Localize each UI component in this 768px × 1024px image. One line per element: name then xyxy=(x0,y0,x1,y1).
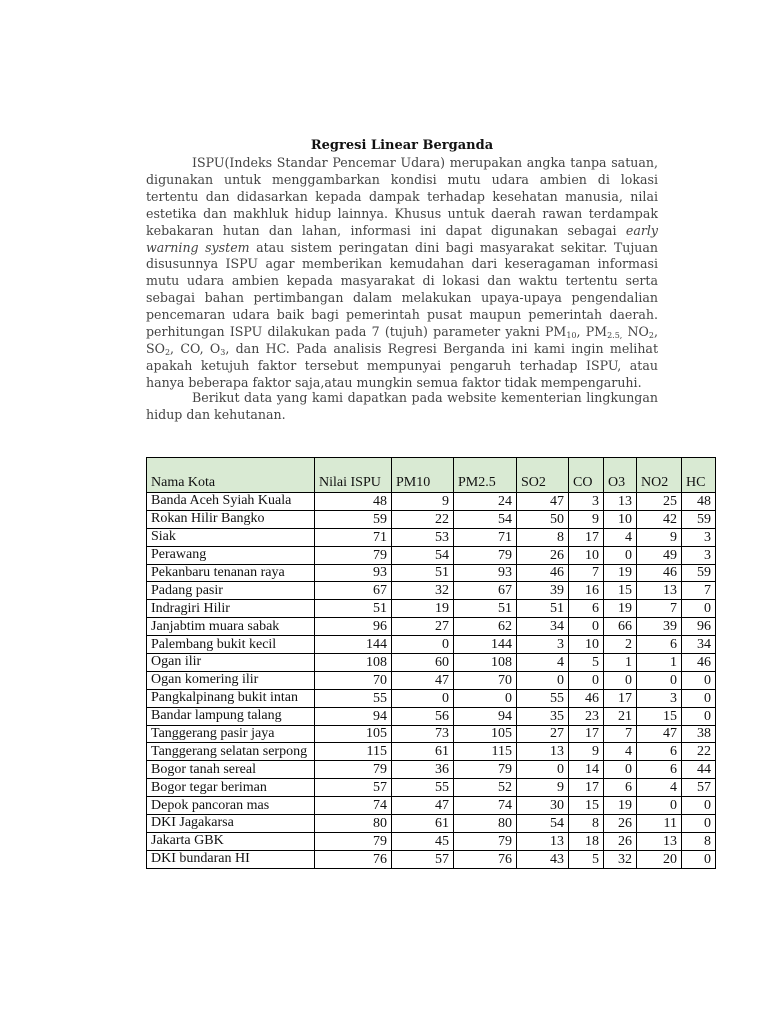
value-cell: 27 xyxy=(392,618,454,636)
table-row xyxy=(147,689,716,707)
value-cell: 10 xyxy=(569,636,604,654)
table-row xyxy=(147,743,716,761)
value-cell: 1 xyxy=(604,654,637,672)
table-row xyxy=(147,493,716,511)
value-cell: 94 xyxy=(454,707,517,725)
table-row xyxy=(147,797,716,815)
value-cell: 51 xyxy=(517,600,569,618)
value-cell: 0 xyxy=(517,671,569,689)
column-header: CO xyxy=(569,458,604,493)
value-cell: 115 xyxy=(315,743,392,761)
value-cell: 108 xyxy=(315,654,392,672)
value-cell: 46 xyxy=(569,689,604,707)
value-cell: 50 xyxy=(517,510,569,528)
city-name-cell: Banda Aceh Syiah Kuala xyxy=(147,493,315,511)
value-cell: 46 xyxy=(637,564,682,582)
value-cell: 67 xyxy=(315,582,392,600)
city-name-cell: Janjabtim muara sabak xyxy=(147,618,315,636)
value-cell: 25 xyxy=(637,493,682,511)
value-cell: 44 xyxy=(682,761,716,779)
value-cell: 14 xyxy=(569,761,604,779)
city-name-cell: Pangkalpinang bukit intan xyxy=(147,689,315,707)
ispu-data-table xyxy=(146,457,716,869)
value-cell: 43 xyxy=(517,850,569,868)
value-cell: 71 xyxy=(315,528,392,546)
city-name-cell: DKI Jagakarsa xyxy=(147,815,315,833)
value-cell: 13 xyxy=(637,832,682,850)
value-cell: 0 xyxy=(682,815,716,833)
pm10-label: PM xyxy=(544,324,567,340)
value-cell: 26 xyxy=(517,546,569,564)
value-cell: 61 xyxy=(392,815,454,833)
value-cell: 32 xyxy=(392,582,454,600)
value-cell: 35 xyxy=(517,707,569,725)
value-cell: 17 xyxy=(569,779,604,797)
value-cell: 80 xyxy=(454,815,517,833)
table-row xyxy=(147,832,716,850)
value-cell: 17 xyxy=(604,689,637,707)
value-cell: 47 xyxy=(637,725,682,743)
city-name-cell: Rokan Hilir Bangko xyxy=(147,510,315,528)
value-cell: 9 xyxy=(569,510,604,528)
value-cell: 0 xyxy=(569,671,604,689)
table-row xyxy=(147,618,716,636)
so2-subscript: 2 xyxy=(164,347,171,357)
value-cell: 3 xyxy=(637,689,682,707)
value-cell: 15 xyxy=(637,707,682,725)
city-name-cell: Palembang bukit kecil xyxy=(147,636,315,654)
value-cell: 0 xyxy=(637,797,682,815)
value-cell: 4 xyxy=(517,654,569,672)
table-row xyxy=(147,761,716,779)
value-cell: 0 xyxy=(682,689,716,707)
value-cell: 19 xyxy=(604,797,637,815)
column-header: HC xyxy=(682,458,716,493)
value-cell: 79 xyxy=(315,832,392,850)
value-cell: 39 xyxy=(517,582,569,600)
value-cell: 48 xyxy=(315,493,392,511)
value-cell: 32 xyxy=(604,850,637,868)
value-cell: 46 xyxy=(517,564,569,582)
value-cell: 34 xyxy=(517,618,569,636)
value-cell: 38 xyxy=(682,725,716,743)
city-name-cell: Tanggerang pasir jaya xyxy=(147,725,315,743)
value-cell: 46 xyxy=(682,654,716,672)
table-row xyxy=(147,725,716,743)
value-cell: 19 xyxy=(604,564,637,582)
value-cell: 9 xyxy=(569,743,604,761)
value-cell: 27 xyxy=(517,725,569,743)
value-cell: 52 xyxy=(454,779,517,797)
no2-label: NO xyxy=(622,324,649,340)
table-row xyxy=(147,707,716,725)
value-cell: 3 xyxy=(682,528,716,546)
value-cell: 39 xyxy=(637,618,682,636)
column-header: NO2 xyxy=(637,458,682,493)
table-row xyxy=(147,671,716,689)
intro-text-middle: atau sistem peringatan dini bagi masyarakat sekitar. Tujuan disusunnya ISPU agar memberikan kemudahan dari keseragaman informasi mutu udara ambien kepada masyarakat di lokasi dan waktu tertentu serta sebagai bahan pertimbangan dalam melakukan upaya-upaya pengendalian pencemaran udara baik bagi pemerintah pusat maupun pemerintah daerah. perhitungan ISPU dilakukan pada 7 (tujuh) parameter yakni xyxy=(146,239,658,340)
value-cell: 57 xyxy=(682,779,716,797)
value-cell: 1 xyxy=(637,654,682,672)
table-row xyxy=(147,850,716,868)
table-row xyxy=(147,779,716,797)
value-cell: 15 xyxy=(569,797,604,815)
value-cell: 0 xyxy=(682,707,716,725)
pm25-subscript: 2.5, xyxy=(607,331,623,341)
value-cell: 24 xyxy=(454,493,517,511)
value-cell: 80 xyxy=(315,815,392,833)
value-cell: 59 xyxy=(682,564,716,582)
value-cell: 21 xyxy=(604,707,637,725)
table-row xyxy=(147,528,716,546)
table-row xyxy=(147,582,716,600)
city-name-cell: Perawang xyxy=(147,546,315,564)
column-header: O3 xyxy=(604,458,637,493)
value-cell: 9 xyxy=(517,779,569,797)
value-cell: 30 xyxy=(517,797,569,815)
pm25-label: PM xyxy=(585,324,608,340)
value-cell: 13 xyxy=(604,493,637,511)
value-cell: 79 xyxy=(454,546,517,564)
value-cell: 15 xyxy=(604,582,637,600)
value-cell: 7 xyxy=(604,725,637,743)
intro-text-start: ISPU(Indeks Standar Pencemar Udara) merupakan angka tanpa satuan, digunakan untuk menggambarkan kondisi mutu udara ambien di lokasi tertentu dan didasarkan kepada dampak terhadap kesehatan manusia, nilai estetika dan makhluk hidup lainnya. Khusus untuk daerah rawan terdampak kebakaran hutan dan lahan, informasi ini dapat digunakan sebagai xyxy=(146,155,658,238)
city-name-cell: Indragiri Hilir xyxy=(147,600,315,618)
pm10-subscript: 10 xyxy=(566,331,577,341)
value-cell: 105 xyxy=(315,725,392,743)
value-cell: 13 xyxy=(517,832,569,850)
intro-paragraph xyxy=(146,155,658,392)
value-cell: 6 xyxy=(637,636,682,654)
value-cell: 19 xyxy=(604,600,637,618)
value-cell: 47 xyxy=(392,671,454,689)
city-name-cell: Bogor tanah sereal xyxy=(147,761,315,779)
document-title: Regresi Linear Berganda xyxy=(310,138,494,153)
value-cell: 19 xyxy=(392,600,454,618)
value-cell: 59 xyxy=(315,510,392,528)
value-cell: 10 xyxy=(604,510,637,528)
intro-italic-term: early warning system xyxy=(146,222,658,255)
value-cell: 11 xyxy=(637,815,682,833)
value-cell: 66 xyxy=(604,618,637,636)
value-cell: 3 xyxy=(517,636,569,654)
value-cell: 10 xyxy=(569,546,604,564)
separator: , xyxy=(576,324,586,340)
value-cell: 0 xyxy=(604,671,637,689)
data-source-paragraph: Berikut data yang kami dapatkan pada website kementerian lingkungan hidup dan kehutanan. xyxy=(146,390,658,422)
value-cell: 59 xyxy=(682,510,716,528)
value-cell: 5 xyxy=(569,654,604,672)
value-cell: 0 xyxy=(682,797,716,815)
value-cell: 105 xyxy=(454,725,517,743)
value-cell: 0 xyxy=(454,689,517,707)
city-name-cell: Tanggerang selatan serpong xyxy=(147,743,315,761)
value-cell: 57 xyxy=(392,850,454,868)
value-cell: 108 xyxy=(454,654,517,672)
city-name-cell: Ogan komering ilir xyxy=(147,671,315,689)
city-name-cell: DKI bundaran HI xyxy=(147,850,315,868)
value-cell: 115 xyxy=(454,743,517,761)
value-cell: 7 xyxy=(682,582,716,600)
value-cell: 71 xyxy=(454,528,517,546)
value-cell: 7 xyxy=(637,600,682,618)
value-cell: 42 xyxy=(637,510,682,528)
value-cell: 76 xyxy=(454,850,517,868)
value-cell: 13 xyxy=(637,582,682,600)
value-cell: 4 xyxy=(604,528,637,546)
value-cell: 5 xyxy=(569,850,604,868)
city-name-cell: Pekanbaru tenanan raya xyxy=(147,564,315,582)
value-cell: 16 xyxy=(569,582,604,600)
value-cell: 51 xyxy=(392,564,454,582)
value-cell: 18 xyxy=(569,832,604,850)
value-cell: 36 xyxy=(392,761,454,779)
value-cell: 6 xyxy=(569,600,604,618)
city-name-cell: Siak xyxy=(147,528,315,546)
value-cell: 51 xyxy=(315,600,392,618)
value-cell: 0 xyxy=(637,671,682,689)
value-cell: 47 xyxy=(392,797,454,815)
value-cell: 45 xyxy=(392,832,454,850)
table-row xyxy=(147,546,716,564)
value-cell: 55 xyxy=(392,779,454,797)
table-row xyxy=(147,510,716,528)
value-cell: 79 xyxy=(315,546,392,564)
value-cell: 0 xyxy=(682,671,716,689)
value-cell: 3 xyxy=(682,546,716,564)
table-row xyxy=(147,636,716,654)
value-cell: 8 xyxy=(682,832,716,850)
value-cell: 74 xyxy=(454,797,517,815)
value-cell: 67 xyxy=(454,582,517,600)
value-cell: 49 xyxy=(637,546,682,564)
column-header: PM2.5 xyxy=(454,458,517,493)
value-cell: 144 xyxy=(315,636,392,654)
value-cell: 0 xyxy=(392,636,454,654)
value-cell: 34 xyxy=(682,636,716,654)
column-header: Nama Kota xyxy=(147,458,315,493)
value-cell: 47 xyxy=(517,493,569,511)
value-cell: 4 xyxy=(604,743,637,761)
column-header: PM10 xyxy=(392,458,454,493)
table-row xyxy=(147,564,716,582)
o3-subscript: 3 xyxy=(220,347,226,357)
table-body xyxy=(147,493,716,869)
value-cell: 0 xyxy=(392,689,454,707)
value-cell: 26 xyxy=(604,815,637,833)
table-row xyxy=(147,600,716,618)
value-cell: 0 xyxy=(604,546,637,564)
value-cell: 6 xyxy=(604,779,637,797)
value-cell: 9 xyxy=(637,528,682,546)
value-cell: 8 xyxy=(569,815,604,833)
city-name-cell: Depok pancoran mas xyxy=(147,797,315,815)
city-name-cell: Ogan ilir xyxy=(147,654,315,672)
value-cell: 0 xyxy=(682,850,716,868)
value-cell: 144 xyxy=(454,636,517,654)
value-cell: 96 xyxy=(315,618,392,636)
value-cell: 93 xyxy=(315,564,392,582)
value-cell: 0 xyxy=(604,761,637,779)
value-cell: 54 xyxy=(392,546,454,564)
value-cell: 79 xyxy=(454,761,517,779)
value-cell: 79 xyxy=(454,832,517,850)
intro-text-end: , dan HC. Pada analisis Regresi Berganda ini kami ingin melihat apakah ketujuh faktor tersebut mempunyai pengaruh terhadap ISPU, atau hanya beberapa faktor saja,atau mungkin semua faktor tidak mempengaruhi. xyxy=(146,340,659,390)
value-cell: 7 xyxy=(569,564,604,582)
value-cell: 22 xyxy=(392,510,454,528)
no2-subscript: 2 xyxy=(648,331,654,341)
city-name-cell: Jakarta GBK xyxy=(147,832,315,850)
city-name-cell: Bogor tegar beriman xyxy=(147,779,315,797)
value-cell: 53 xyxy=(392,528,454,546)
value-cell: 6 xyxy=(637,761,682,779)
value-cell: 76 xyxy=(315,850,392,868)
value-cell: 17 xyxy=(569,725,604,743)
table-header-row xyxy=(147,458,716,493)
value-cell: 13 xyxy=(517,743,569,761)
value-cell: 4 xyxy=(637,779,682,797)
value-cell: 54 xyxy=(517,815,569,833)
value-cell: 93 xyxy=(454,564,517,582)
value-cell: 3 xyxy=(569,493,604,511)
value-cell: 55 xyxy=(315,689,392,707)
value-cell: 70 xyxy=(315,671,392,689)
value-cell: 23 xyxy=(569,707,604,725)
value-cell: 56 xyxy=(392,707,454,725)
value-cell: 61 xyxy=(392,743,454,761)
value-cell: 79 xyxy=(315,761,392,779)
value-cell: 0 xyxy=(569,618,604,636)
value-cell: 17 xyxy=(569,528,604,546)
column-header: SO2 xyxy=(517,458,569,493)
value-cell: 0 xyxy=(517,761,569,779)
value-cell: 70 xyxy=(454,671,517,689)
table-row xyxy=(147,654,716,672)
value-cell: 26 xyxy=(604,832,637,850)
value-cell: 94 xyxy=(315,707,392,725)
value-cell: 9 xyxy=(392,493,454,511)
so2-label: , SO xyxy=(146,324,658,356)
value-cell: 22 xyxy=(682,743,716,761)
column-header: Nilai ISPU xyxy=(315,458,392,493)
value-cell: 0 xyxy=(682,600,716,618)
value-cell: 51 xyxy=(454,600,517,618)
value-cell: 62 xyxy=(454,618,517,636)
value-cell: 73 xyxy=(392,725,454,743)
value-cell: 6 xyxy=(637,743,682,761)
value-cell: 74 xyxy=(315,797,392,815)
city-name-cell: Padang pasir xyxy=(147,582,315,600)
value-cell: 20 xyxy=(637,850,682,868)
value-cell: 54 xyxy=(454,510,517,528)
value-cell: 57 xyxy=(315,779,392,797)
co-o3-label: , CO, O xyxy=(170,340,221,356)
value-cell: 48 xyxy=(682,493,716,511)
value-cell: 2 xyxy=(604,636,637,654)
city-name-cell: Bandar lampung talang xyxy=(147,707,315,725)
value-cell: 96 xyxy=(682,618,716,636)
table-row xyxy=(147,815,716,833)
value-cell: 55 xyxy=(517,689,569,707)
value-cell: 8 xyxy=(517,528,569,546)
value-cell: 60 xyxy=(392,654,454,672)
